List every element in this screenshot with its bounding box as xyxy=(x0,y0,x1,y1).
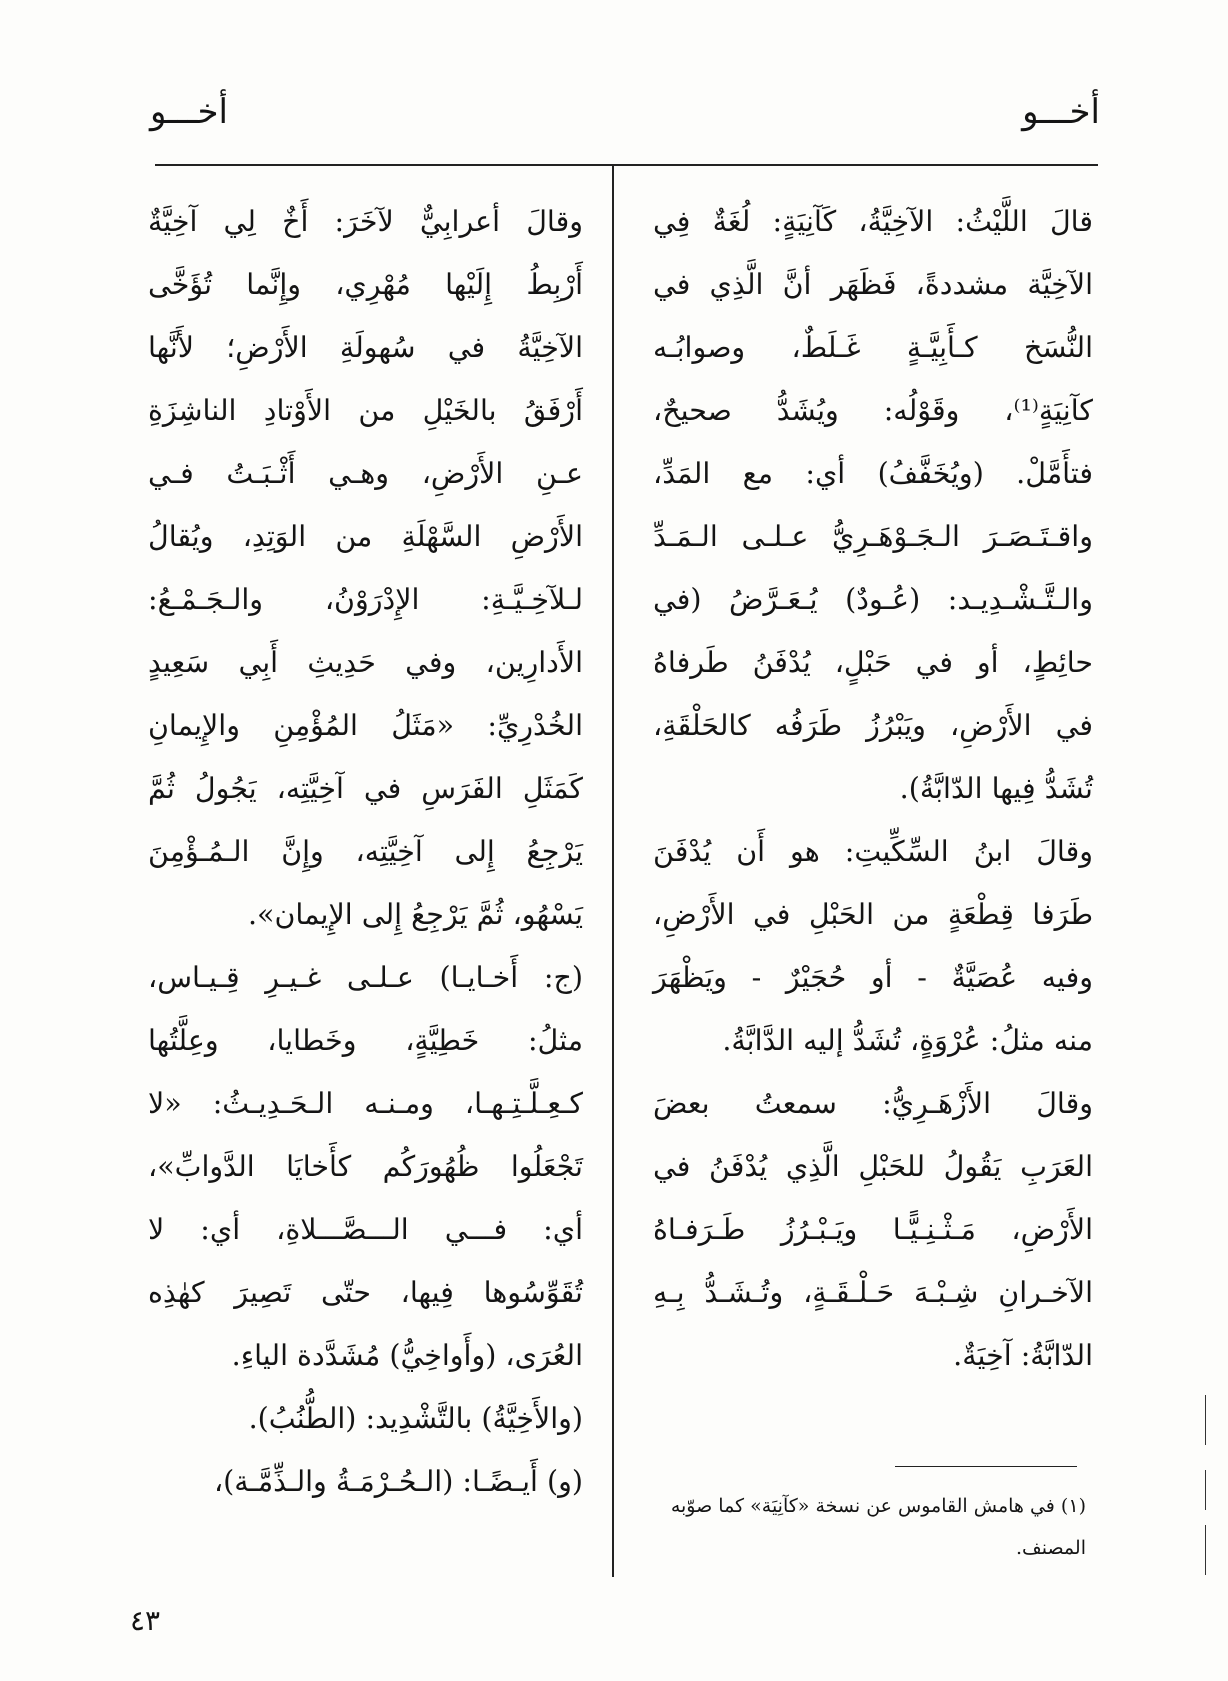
text-line: كـعِـلَّـتِـهـا، ومـنـه الـحَـدِيـثُ: «لا xyxy=(148,1087,583,1120)
text-line: العَرَبِ يَقُولُ للحَبْلِ الَّذِي يُدْفَنُ في xyxy=(653,1150,1093,1183)
text-line: (و) أَيـضًـا: (الـحُـرْمَـةُ والـذِّمَّـة)، xyxy=(213,1465,583,1498)
text-line: وقالَ ابنُ السِّكِّيتِ: هو أَن يُدْفَنَ xyxy=(653,835,1093,868)
text-line: وفيه عُصَيَّةٌ - أو حُجَيْرٌ - ويَظْهَرَ xyxy=(653,961,1093,994)
text-line: (ج: أَخـايـا) عـلـى غـيـرِ قِـيـاس، xyxy=(148,961,583,994)
text-line: الأَدارِين، وفي حَدِيثِ أَبِي سَعِيدٍ xyxy=(148,646,583,679)
text-line: يَسْهُو، ثُمَّ يَرْجِعُ إِلى الإِيمان». xyxy=(247,898,583,931)
footnote xyxy=(636,1485,1086,1569)
footnote-rule xyxy=(895,1466,1077,1467)
text-line: قالَ اللَّيْثُ: الآخِيَّةُ، كَآنِيَةٍ: لُغَةٌ فِي xyxy=(653,205,1093,238)
text-line: وقالَ أعرابِيٌّ لآخَرَ: أَخٌ لِي آخِيَّةٌ xyxy=(148,205,583,238)
running-header-left: أخـــو xyxy=(150,92,228,132)
scan-edge-mark xyxy=(1205,1395,1206,1445)
scan-edge-mark xyxy=(1205,1470,1206,1510)
running-header-right: أخـــو xyxy=(1022,92,1100,132)
page-number: ٤٣ xyxy=(130,1604,161,1637)
text-line: الأَرْضِ، مَـثْـنِـيًّـا ويَـبْـرُزُ طَـرَفـاهُ xyxy=(653,1213,1093,1246)
text-line: وقالَ الأَزْهَـرِيُّ: سمعتُ بعضَ xyxy=(653,1087,1093,1120)
text-line: حائِطٍ، أو في حَبْلٍ، يُدْفَنُ طَرفاهُ xyxy=(653,646,1093,679)
text-line: النُّسَخ كـأَبِيَّـةٍ غَـلَطٌ، وصوابُـه xyxy=(653,331,1093,364)
text-line: يَرْجِعُ إِلى آخِيَّتِه، وإِنَّ الـمُـؤْمِنَ xyxy=(148,835,583,868)
text-line: أَرْبِطُ إِلَيْها مُهْرِي، وإِنَّما تُؤَخَّى xyxy=(148,268,583,301)
text-line: الأَرْضِ السَّهْلَةِ من الوَتِدِ، ويُقالُ xyxy=(148,520,583,553)
text-line: مثلُ: خَطِيَّةٍ، وخَطايا، وعِلَّتُها xyxy=(148,1024,583,1057)
text-line: (والأَخِيَّةُ) بالتَّشْدِيد: (الطُّنُبُ). xyxy=(248,1402,583,1435)
text-line: فتأَمَّلْ. (ويُخَفَّفُ) أي: مع المَدِّ، xyxy=(653,457,1093,490)
text-line: واقـتَـصَـرَ الـجَـوْهَـرِيُّ عـلـى الـمَـدِّ xyxy=(653,520,1093,553)
text-line: الخُدْرِيِّ: «مَثَلُ المُؤْمِنِ والإِيمانِ xyxy=(148,709,583,742)
text-line: عـنِ الأَرْضِ، وهـي أَثْـبَـتُ فـي xyxy=(148,457,583,490)
footnote-line: المصنف. xyxy=(1016,1537,1086,1559)
scan-edge-mark xyxy=(1205,1525,1206,1575)
text-line: الآخِيَّةُ في سُهولَةِ الأَرْضِ؛ لأَنَّها xyxy=(148,331,583,364)
text-line: الآخـرانِ شِـبْـهَ حَـلْـقَـةٍ، وتُـشَـدُّ بِـهِ xyxy=(653,1276,1093,1309)
text-line: منه مثلُ: عُرْوَةٍ، تُشَدُّ إليه الدَّابَّةُ. xyxy=(722,1024,1093,1057)
footnote-line: (١) في هامش القاموس عن نسخة «كآنِيَة» كما صوّبه xyxy=(670,1495,1086,1517)
left-column xyxy=(148,190,583,1513)
text-line: أي: فـــي الـــصَّـــلاةِ، أي: لا xyxy=(148,1213,583,1246)
column-divider xyxy=(612,164,614,1577)
text-line: أَرْفَقُ بالخَيْلِ من الأَوْتادِ الناشِزَةِ xyxy=(148,394,583,427)
header-rule xyxy=(155,164,1098,166)
right-column xyxy=(653,190,1093,1387)
text-line: كَمَثَلِ الفَرَسِ في آخِيَّتِه، يَجُولُ ثُمَّ xyxy=(148,772,583,805)
text-line: تُشَدُّ فِيها الدّابَّةُ). xyxy=(899,772,1093,805)
text-line: لـلآخِـيَّـةِ: الإِدْرَوْنُ، والـجَـمْـعُ: xyxy=(148,583,583,616)
text-line: تَجْعَلُوا ظُهُورَكُم كأَخايَا الدَّوابِّ»، xyxy=(148,1150,583,1183)
text-line: الدّابَّةُ: آخِيَةٌ. xyxy=(953,1339,1093,1372)
text-line: طَرَفا قِطْعَةٍ من الحَبْلِ في الأَرْضِ، xyxy=(653,898,1093,931)
text-line: كآنِيَةٍ⁽¹⁾، وقَوْلُه: ويُشَدُّ صحيحٌ، xyxy=(653,394,1093,427)
text-line: في الأَرْضِ، ويَبْرُزُ طَرَفُه كالحَلْقَةِ، xyxy=(653,709,1093,742)
text-line: تُقَوِّسُوها فِيها، حتّى تَصِيرَ كهٰذِه xyxy=(148,1276,583,1309)
text-line: الآخِيَّة مشددةً، فَظَهَر أنَّ الَّذِي في xyxy=(653,268,1093,301)
text-line: العُرَى، (وأَواخِيُّ) مُشَدَّدة الياءِ. xyxy=(231,1339,583,1372)
text-line: والـتَّـشْـدِيـد: (عُـودٌ) يُـعَـرَّضُ (في xyxy=(653,583,1093,616)
